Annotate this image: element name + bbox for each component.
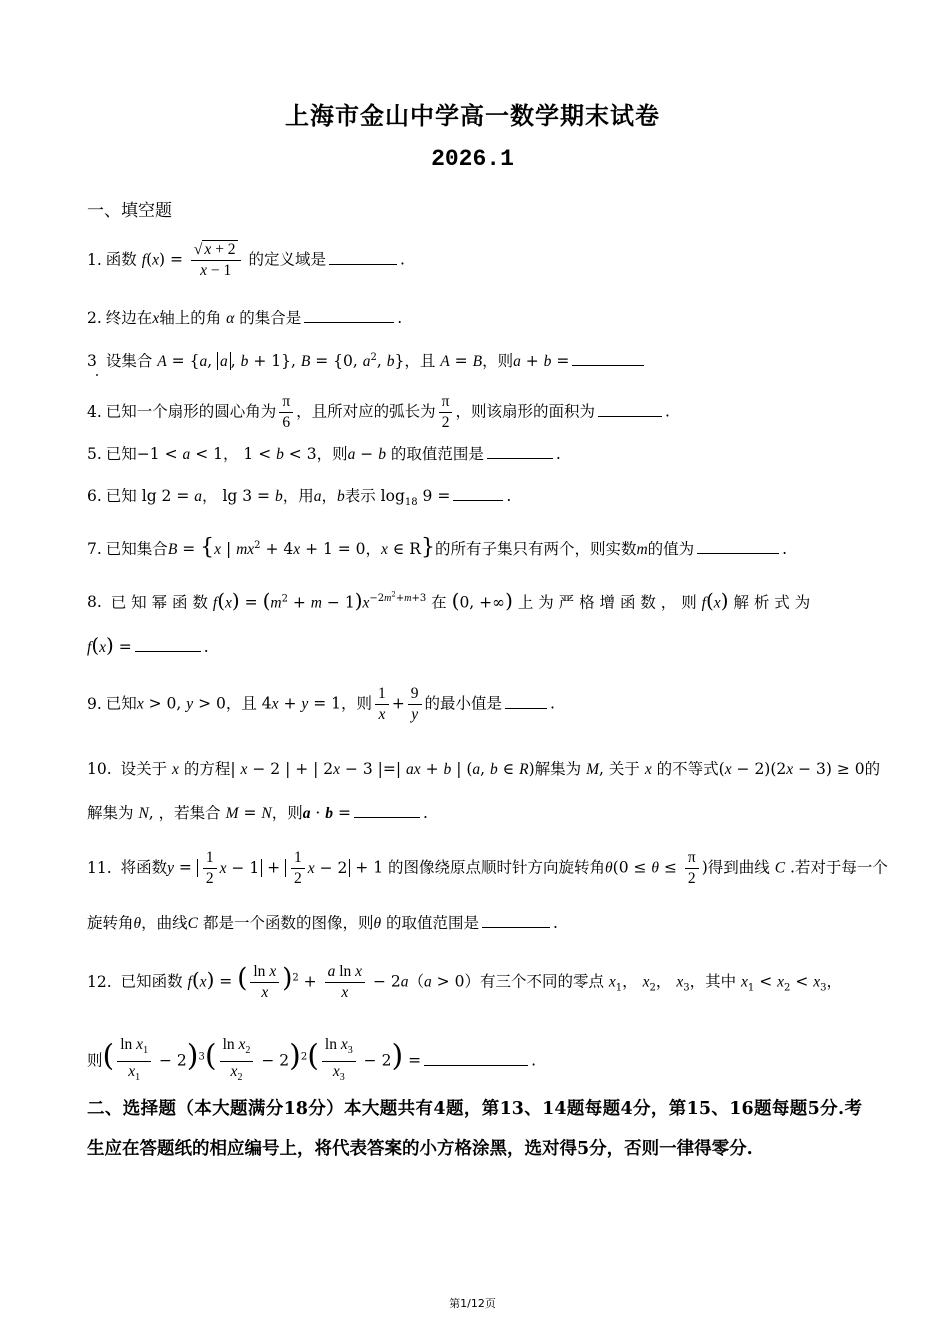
question-text: 已 知 幂 函 数: [110, 593, 208, 612]
answer-blank[interactable]: [487, 444, 553, 459]
question-text: 已知: [105, 487, 137, 505]
question-6: 6. 已知 lg 2 = a， lg 3 = b，用a，b表示 $\log_{18} 9$ = .: [87, 487, 512, 509]
question-text: 的取值范围是: [390, 445, 484, 463]
section-heading: 一、填空题: [87, 201, 172, 221]
question-text: 的: [864, 760, 881, 778]
question-text: 设关于: [120, 760, 168, 778]
question-text: 关于: [608, 760, 640, 778]
question-text: 已知一个扇形的圆心角为: [105, 402, 277, 421]
question-text: ，用: [282, 487, 314, 505]
question-text: 表示: [344, 487, 376, 505]
question-text: 的取值范围是: [386, 914, 480, 932]
answer-blank[interactable]: [135, 637, 201, 652]
question-text: 解集为: [534, 760, 582, 778]
question-text: ，则: [341, 694, 373, 713]
question-text: 都是一个函数的图像，则: [202, 914, 374, 932]
answer-blank[interactable]: [505, 694, 547, 709]
question-text: 已知函数: [120, 972, 183, 991]
question-10-line2: 解集为 N, ，若集合 M = N，则a · b = .: [87, 804, 428, 822]
question-text: ，: [202, 487, 218, 505]
question-text: ，且: [225, 694, 257, 713]
question-text: ，则该扇形的面积为: [455, 402, 595, 421]
question-text: 的值为: [647, 540, 695, 559]
question-text: 则: [87, 1051, 103, 1070]
question-3: 3 设集合 A = {a, a , b + 1}, B = {0, $a^2$, b}，且 A = B，则a + b =: [87, 347, 860, 373]
question-text: 的最小值是: [424, 694, 503, 713]
question-11: 11. 将函数y = $\frac{1}{2}$ x − 1 + $\frac{1}{2}$ x − 2 + 1 的图像绕原点顺时针方向旋转角θ(0 ≤ θ ≤ $\frac{\pi}{2}$ )得到曲线 C .若对于每一个: [87, 849, 888, 887]
question-8-line2: f(x) = .: [87, 633, 209, 657]
question-12-line2: 则( $\frac{\ln x_1}{x_1}$ − 2)$^3$( $\frac{\ln x_2}{x_2}$ − 2)$^2$( $\frac{\ln x_3}{x_3}$ − 2) = .: [87, 1036, 537, 1084]
answer-blank[interactable]: [354, 803, 420, 818]
question-text: .若对于每一个: [790, 858, 888, 877]
question-text: 的图像绕原点顺时针方向旋转角: [388, 858, 606, 877]
question-text: 在: [431, 593, 447, 612]
question-text: 解集为: [87, 804, 134, 822]
question-text: 将函数: [120, 858, 168, 877]
question-text: 的集合是: [239, 309, 302, 327]
question-number: 8.: [87, 593, 102, 612]
question-5: 5. 已知−1 < a < 1， 1 < b < 3，则a − b 的取值范围是 .: [87, 445, 561, 463]
question-text: 已知集合: [105, 540, 168, 559]
answer-blank[interactable]: [697, 539, 779, 554]
question-text: ，曲线: [141, 914, 188, 932]
page-number: 第1/12页: [449, 1297, 496, 1310]
question-11-line2: 旋转角θ，曲线C 都是一个函数的图像，则θ 的取值范围是 .: [87, 914, 558, 932]
question-text: 的不等式: [656, 760, 719, 778]
question-text: 解 析 式 为: [733, 593, 811, 612]
question-text: 已知: [105, 445, 137, 463]
question-text: 已知: [105, 694, 137, 713]
question-8: 8. 已 知 幂 函 数 $f(x) = (m^2 + m - 1)x^{-2m^2+m+3}$ 在 (0, +∞) 上 为 严 格 增 函 数 ， 则 f(x) 解 析 式 为: [87, 588, 811, 613]
question-text: ，则: [482, 352, 514, 371]
question-9: 9. 已知x > 0, y > 0，且 4x + y = 1，则 $\frac{1}{x}$ + $\frac{9}{y}$ 的最小值是 .: [87, 685, 555, 723]
question-text: ，其中: [689, 972, 737, 991]
answer-blank[interactable]: [598, 402, 662, 417]
question-12: 12. 已知函数 f(x) = ( $\frac{\text{ln x}}{x}$ )$^2$ + $\frac{\text{a ln x}}{x}$ − 2a（a > 0）有三个不同的零点 $x_1$， $x_2$， $x_3$，其中 $x_1 < x_2 < x_3$，: [87, 963, 843, 1001]
answer-blank[interactable]: [482, 913, 550, 928]
question-text: 设集合: [105, 352, 153, 371]
question-text: 的方程: [183, 760, 231, 778]
question-text: 终边在: [105, 309, 153, 327]
question-text: ，: [222, 445, 239, 463]
question-text: 得到曲线: [707, 858, 770, 877]
question-number: 3: [87, 352, 97, 371]
question-text: ，则: [271, 804, 303, 822]
question-text: 旋转角: [87, 914, 134, 932]
answer-blank[interactable]: [453, 486, 503, 501]
question-2: 2. 终边在x轴上的角 α 的集合是 .: [87, 309, 403, 327]
question-number: 4.: [87, 402, 102, 421]
question-number: 10.: [87, 760, 112, 778]
question-text: 有三个不同的零点: [479, 972, 604, 991]
answer-blank[interactable]: [424, 1051, 528, 1066]
section-2-instructions: 二、选择题（本大题满分18分）本大题共有4题，第13、14题每题4分，第15、16题每题5分.考生应在答题纸的相应编号上，将代表答案的小方格涂黑，选对得5分，否则一律得零分.: [87, 1099, 862, 1159]
question-text: 函数: [105, 250, 137, 269]
question-text: ，且: [404, 352, 436, 371]
question-number: 12.: [87, 972, 112, 991]
question-10: 10. 设关于 x 的方程| x − 2 | + | 2x − 3 |=| ax + b | (a, b ∈ R)解集为 M, 关于 x 的不等式(x − 2)(2x − 3) ≥ 0的: [87, 760, 881, 778]
question-number: 11.: [87, 858, 112, 877]
question-text: ，若集合: [158, 804, 221, 822]
formula: $\frac{√ x + 2}{x - 1}$: [191, 240, 241, 281]
question-text: 的定义域是: [248, 250, 327, 269]
question-7: 7. 已知集合B = {x | $mx^2 + 4x + 1 = 0$，x ∈ R}的所有子集只有两个，则实数m的值为 .: [87, 535, 788, 561]
question-text: 上 为 严 格 增 函 数 ， 则: [517, 593, 697, 612]
page-title: 上海市金山中学高一数学期末试卷: [285, 101, 660, 130]
question-1: 1. 函数 f(x) = $\frac{√ x + 2}{x - 1}$ 的定义域是 .: [87, 241, 405, 279]
stray-mark: [96, 374, 98, 376]
question-number: 2.: [87, 309, 102, 327]
answer-blank[interactable]: [329, 250, 397, 265]
exam-date: 2026.1: [431, 146, 514, 172]
question-text: ，则: [316, 445, 348, 463]
question-number: 7.: [87, 540, 102, 559]
question-number: 1.: [87, 250, 102, 269]
question-number: 6.: [87, 487, 102, 505]
question-text: 的所有子集只有两个，则实数: [434, 540, 637, 559]
question-number: 5.: [87, 445, 102, 463]
question-text: 轴上的角: [159, 309, 222, 327]
question-text: ，且所对应的弧长为: [296, 402, 436, 421]
answer-blank[interactable]: [572, 351, 644, 366]
question-number: 9.: [87, 694, 102, 713]
answer-blank[interactable]: [304, 308, 394, 323]
question-4: 4. 已知一个扇形的圆心角为 $\frac{\pi}{6}$ ，且所对应的弧长为 $\frac{\pi}{2}$ ，则该扇形的面积为 .: [87, 393, 670, 431]
